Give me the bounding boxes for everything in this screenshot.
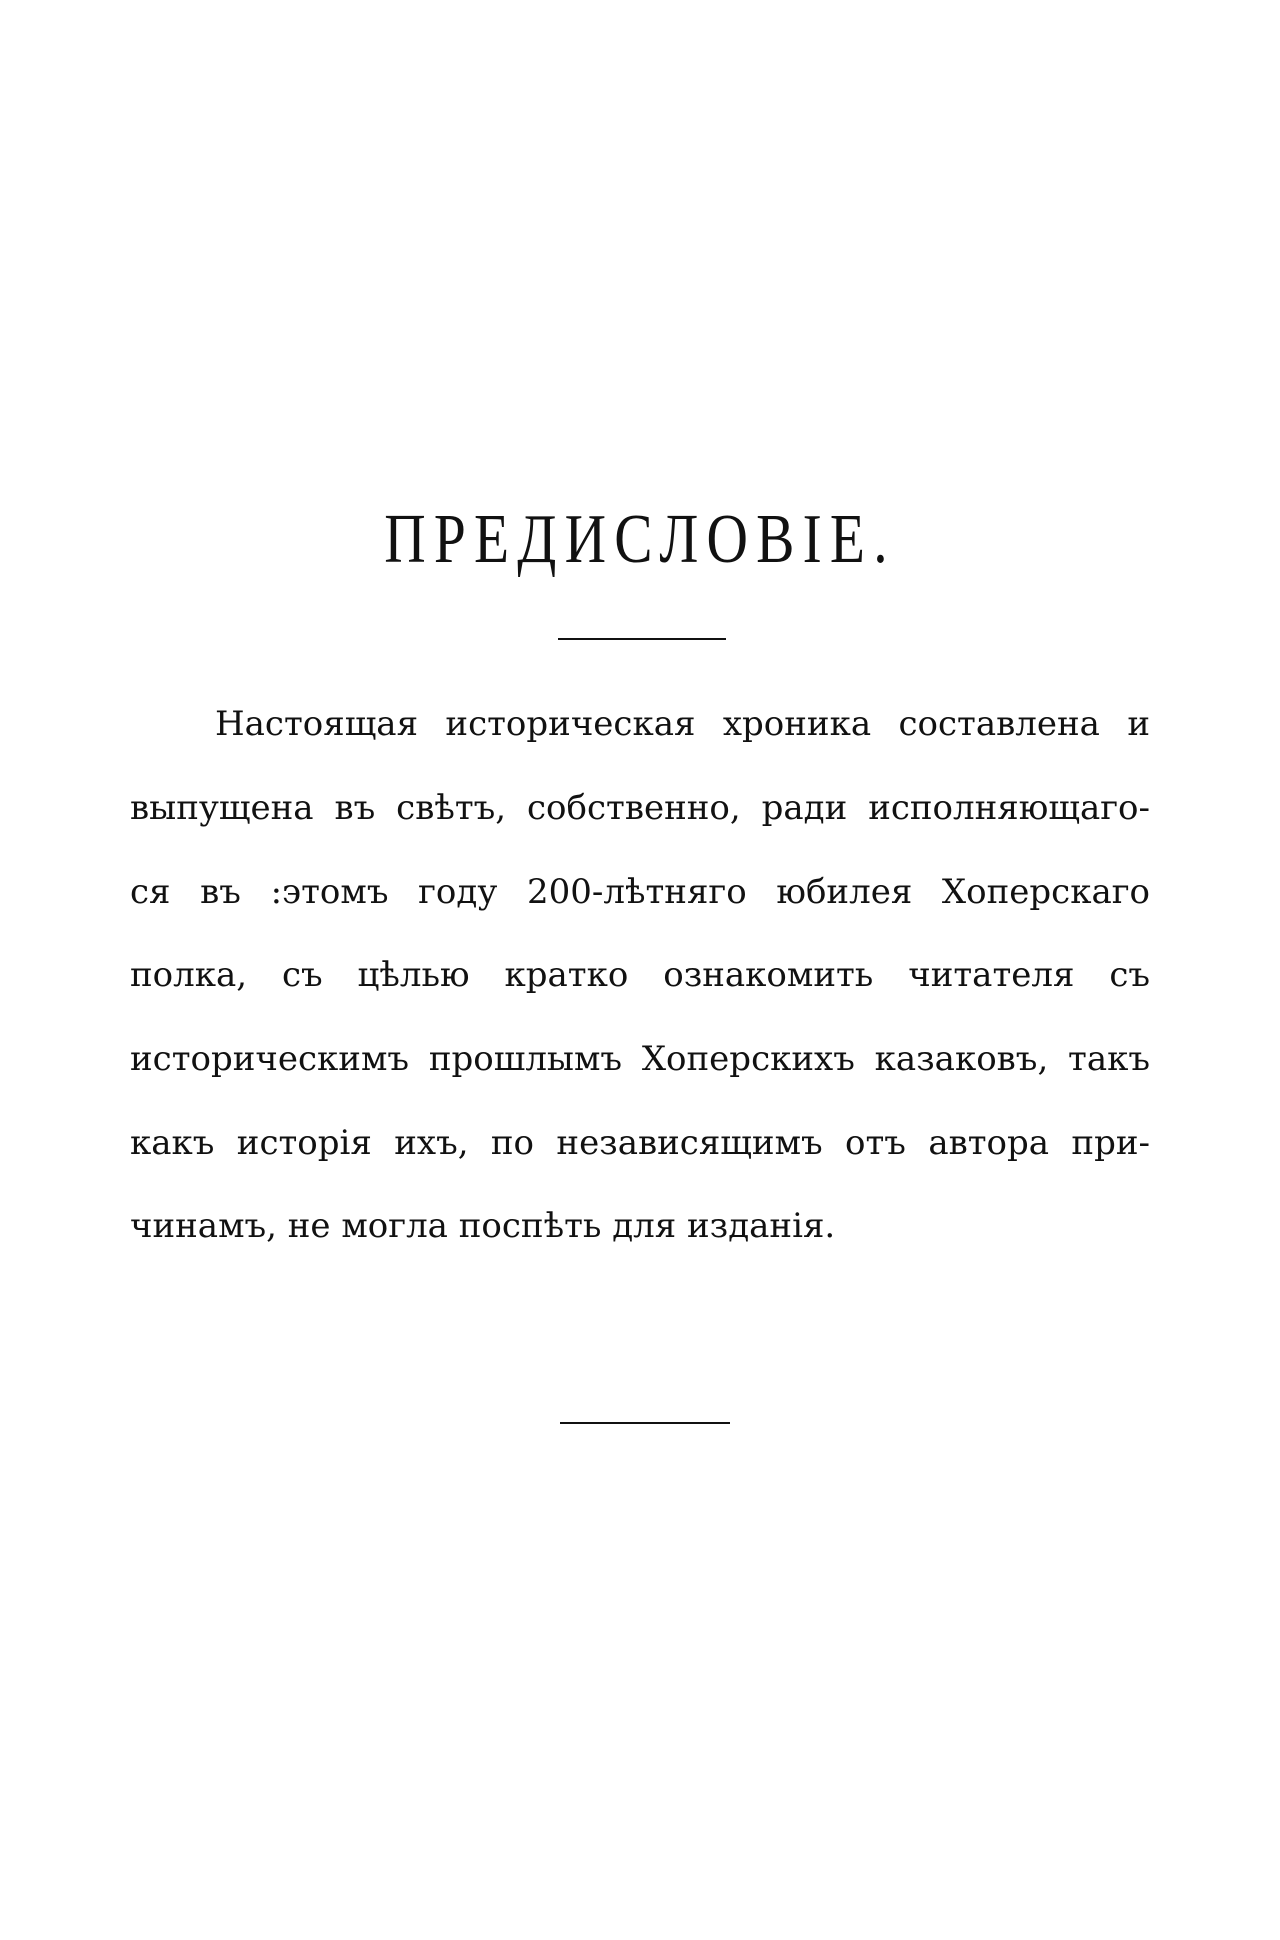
paragraph-line: выпущена въ свѣтъ, собственно, ради исполняющаго- — [130, 788, 1150, 828]
paragraph-line: какъ исторія ихъ, по независящимъ отъ автора при- — [130, 1123, 1150, 1163]
paragraph-line: историческимъ прошлымъ Хоперскихъ казаковъ, такъ — [130, 1039, 1150, 1079]
page-title: ПРЕДИСЛОВІЕ. — [384, 501, 896, 578]
paragraph-line: ся въ :этомъ году 200-лѣтняго юбилея Хоперскаго — [130, 872, 1150, 912]
title-divider — [558, 638, 726, 640]
paragraph-line: полка, съ цѣлью кратко ознакомить читателя съ — [130, 955, 1150, 995]
end-divider — [560, 1422, 730, 1424]
paragraph-line: Настоящая историческая хроника составлена и — [215, 704, 1150, 744]
paragraph-line: чинамъ, не могла поспѣть для изданія. — [130, 1206, 836, 1246]
